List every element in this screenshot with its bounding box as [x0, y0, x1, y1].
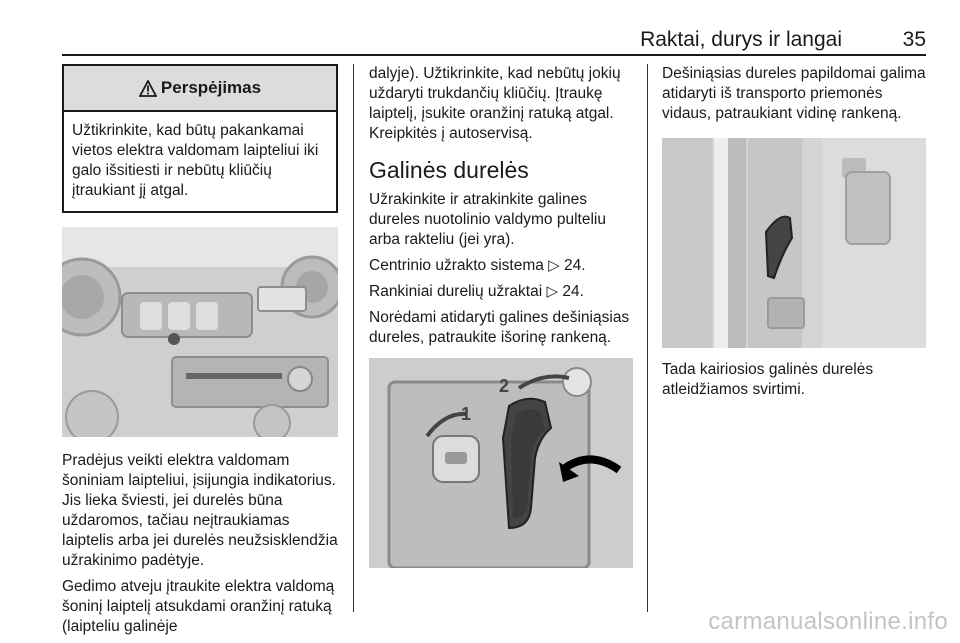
header-title: Raktai, durys ir langai	[640, 28, 842, 51]
dashboard-illustration	[62, 227, 338, 437]
column-divider	[647, 64, 648, 612]
inner-door-handle-illustration	[662, 138, 926, 348]
cross-reference	[369, 256, 633, 276]
figure-label: 1	[461, 404, 472, 424]
reference-text: Rankiniai durelių užraktai	[369, 283, 543, 300]
page-header	[62, 24, 926, 56]
watermark: carmanualsonline.info	[708, 608, 948, 635]
column-divider	[353, 64, 354, 612]
page-reference-icon: ▷	[548, 257, 560, 274]
warning-triangle-icon	[139, 80, 157, 97]
paragraph: Užrakinkite ir atrakinkite galines dureles nuotolinio valdymo pulteliu arba rakteliu (jei yra).	[369, 191, 606, 248]
paragraph: Gedimo atveju įtraukite elektra valdomą šoninį laiptelį atsukdami oranžinį ratuką (laipteliu galinėje	[62, 578, 335, 635]
page-number: 35	[902, 28, 926, 51]
paragraph: Norėdami atidaryti galines dešiniąsias dureles, patraukite išorinę rankeną.	[369, 309, 630, 346]
paragraph: Dešiniąsias dureles papildomai galima atidaryti iš transporto priemonės vidaus, patraukiant vidinę rankeną.	[662, 65, 926, 122]
cross-reference	[369, 282, 633, 302]
reference-page: 24.	[564, 257, 586, 274]
column-2	[369, 64, 633, 568]
reference-text: Centrinio užrakto sistema	[369, 257, 544, 274]
column-3	[662, 64, 926, 406]
paragraph-continuation: dalyje). Užtikrinkite, kad nebūtų jokių uždaryti trukdančių kliūčių. Įtraukę laiptelį, įsukite oranžinį ratuką atgal. Kreipkitės į autoservisą.	[369, 65, 621, 142]
rear-door-handle-illustration	[369, 358, 633, 568]
paragraph: Tada kairiosios galinės durelės atleidžiamos svirtimi.	[662, 361, 874, 398]
figure-label: 2	[499, 376, 510, 396]
page-reference-icon: ▷	[546, 283, 559, 300]
paragraph: Pradėjus veikti elektra valdomam šoniniam laipteliui, įsijungia indikatorius. Jis lieka šviesti, jei durelės būna uždaromos, tačiau neįtraukiamas laiptelis arba jei durelės neužsisklendžia užrakinimo padėtyje.	[62, 452, 338, 569]
warning-header	[64, 66, 336, 112]
column-1	[62, 64, 338, 643]
warning-box	[62, 64, 338, 213]
section-title: Galinės durelės	[369, 157, 529, 183]
warning-title: Perspėjimas	[160, 78, 262, 97]
warning-text: Užtikrinkite, kad būtų pakankamai vietos elektra valdomam laipteliui iki galo išsitiesti ir nebūtų kliūčių įtraukiant jį atgal.	[72, 122, 319, 199]
reference-page: 24.	[562, 283, 584, 300]
